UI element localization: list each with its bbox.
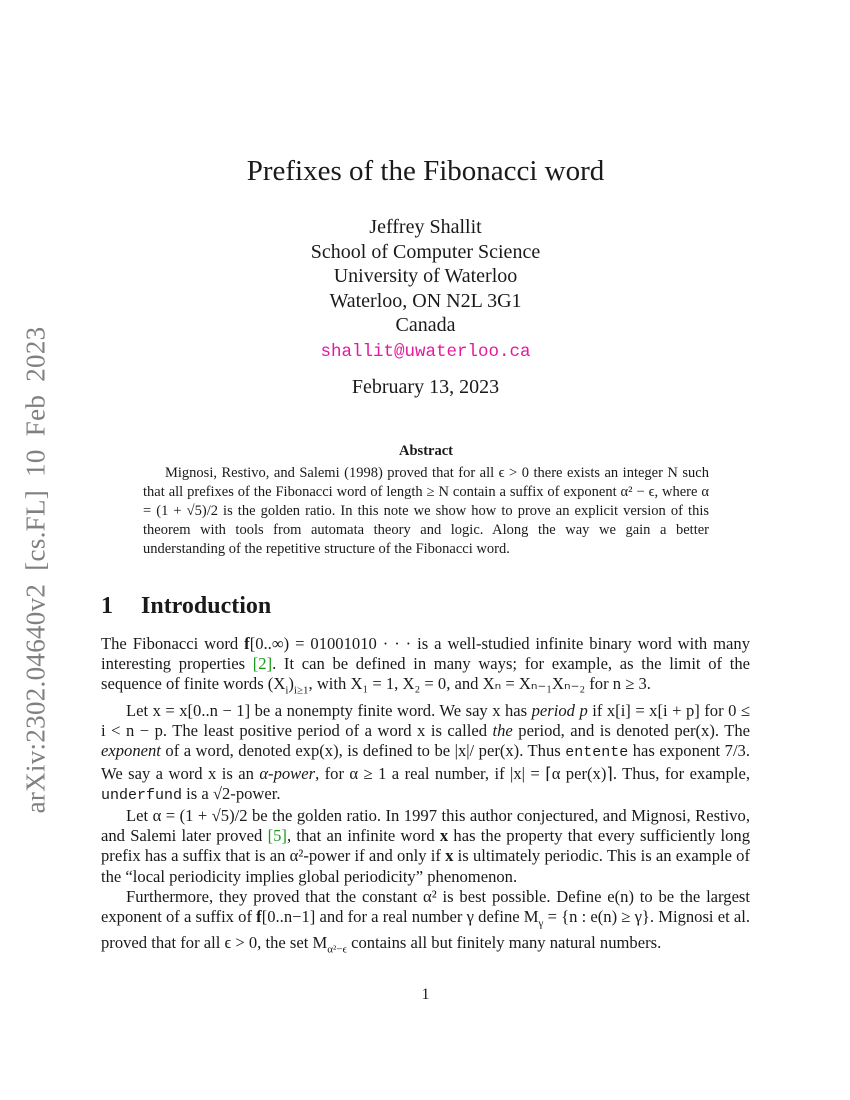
subscript: i: [285, 684, 289, 697]
example-word-underfund: underfund: [101, 786, 183, 804]
text-run: ): [288, 674, 294, 694]
citation-link-5[interactable]: [5]: [267, 826, 287, 846]
emphasis-period: period p: [531, 700, 588, 720]
paper-title: Prefixes of the Fibonacci word: [246, 155, 605, 187]
arxiv-identifier-stamp: [16, 300, 56, 840]
emphasis-alpha-power: α-power: [259, 763, 316, 783]
text-run: [0..∞) = 01001010 · · · is a well-studied infinite binary word with many interesting properties: [101, 634, 750, 674]
abstract-text: Mignosi, Restivo, and Salemi (1998) proved that for all ϵ > 0 there exists an integer N such that all prefixes of the Fibonacci word of length ≥ N contain a suffix of exponent α² − ϵ, where α = (1 + √5)/2 is the golden ratio. In this note we show how to prove an explicit version of this theorem with tools from automata theory and logic. Along the way we gain a better understanding of the repetitive structure of the Fibonacci word.: [143, 465, 709, 557]
introduction-body: [101, 634, 750, 960]
text-run: = {n : e(n) ≥ γ}. Mignosi et al. proved that for all ϵ > 0, the set M: [101, 906, 750, 953]
text-run: contains all but finitely many natural numbers.: [346, 933, 662, 953]
citation-link-2[interactable]: [2]: [252, 654, 273, 674]
text-run: [0..n−1] and for a real number γ define M: [261, 906, 539, 926]
subscript: α²−ϵ: [327, 943, 347, 956]
abstract: [143, 443, 709, 559]
affiliation-line: University of Waterloo: [333, 265, 518, 287]
text-run: has exponent 7/3. We say a word x is an: [101, 741, 750, 783]
emphasis-exponent: exponent: [101, 741, 161, 761]
bold-symbol-x: x: [445, 846, 454, 866]
text-run: of a word, denoted exp(x), is defined to be |x|/ per(x). Thus: [160, 741, 566, 761]
section-heading-introduction: [101, 593, 271, 620]
page-number: 1: [421, 986, 430, 1003]
emphasis-the: the: [492, 721, 513, 741]
paragraph-3: [101, 806, 750, 887]
text-run: The Fibonacci word: [101, 634, 245, 653]
subscript: i≥1: [293, 684, 309, 697]
text-run: Let α = (1 + √5)/2 be the golden ratio. In 1997 this author conjectured, and Mignosi, Restivo, and Salemi later proved: [101, 805, 750, 846]
fibonacci-word-symbol: f: [244, 634, 250, 653]
paragraph-1: [101, 634, 750, 701]
bold-symbol-x: x: [439, 826, 449, 846]
paragraph-2: [101, 701, 750, 806]
text-run: has the property that every sufficiently long prefix has a suffix that is an α²-power if and only if: [101, 826, 751, 866]
text-run: period, and is denoted per(x). The: [512, 721, 750, 741]
author-name: Jeffrey Shallit: [369, 216, 482, 238]
text-run: is a √2-power.: [182, 783, 281, 803]
text-run: , with X₁ = 1, X₂ = 0, and Xₙ = Xₙ₋₁Xₙ₋₂ for n ≥ 3.: [308, 674, 651, 694]
affiliation-line: Waterloo, ON N2L 3G1: [329, 289, 522, 312]
author-email-link[interactable]: shallit@uwaterloo.ca: [320, 341, 531, 362]
paragraph-4: [101, 887, 750, 960]
text-run: is ultimately periodic. This is an example of the “local periodicity implies global periodicity” phenomenon.: [101, 846, 751, 886]
author-block: [101, 215, 750, 364]
section-number: 1: [101, 593, 113, 619]
text-run: Let x = x[0..n − 1] be a nonempty finite word. We say x has: [126, 700, 532, 720]
text-run: . It can be defined in many ways; for example, as the limit of the sequence of finite words (X: [101, 654, 750, 694]
text-run: Furthermore, they proved that the constant α² is best possible. Define e(n) to be the largest exponent of a suffix of: [101, 886, 750, 926]
arxiv-stamp-text: arXiv:2302.04640v2 [cs.FL] 10 Feb 2023: [20, 326, 51, 814]
affiliation-line: School of Computer Science: [310, 240, 541, 263]
text-run: , that an infinite word: [286, 826, 440, 846]
paper-date: February 13, 2023: [351, 376, 500, 398]
text-run: if x[i] = x[i + p] for 0 ≤ i < n − p. The least positive period of a word x is called: [101, 700, 750, 741]
fibonacci-word-symbol: f: [256, 906, 262, 926]
subscript: γ: [538, 917, 544, 930]
text-run: , for α ≥ 1 a real number, if |x| = ⌈α per(x)⌉. Thus, for example,: [315, 763, 750, 783]
example-word-entente: entente: [565, 744, 629, 762]
section-title: Introduction: [141, 593, 272, 619]
abstract-heading: Abstract: [399, 443, 453, 459]
affiliation-line: Canada: [395, 314, 456, 336]
